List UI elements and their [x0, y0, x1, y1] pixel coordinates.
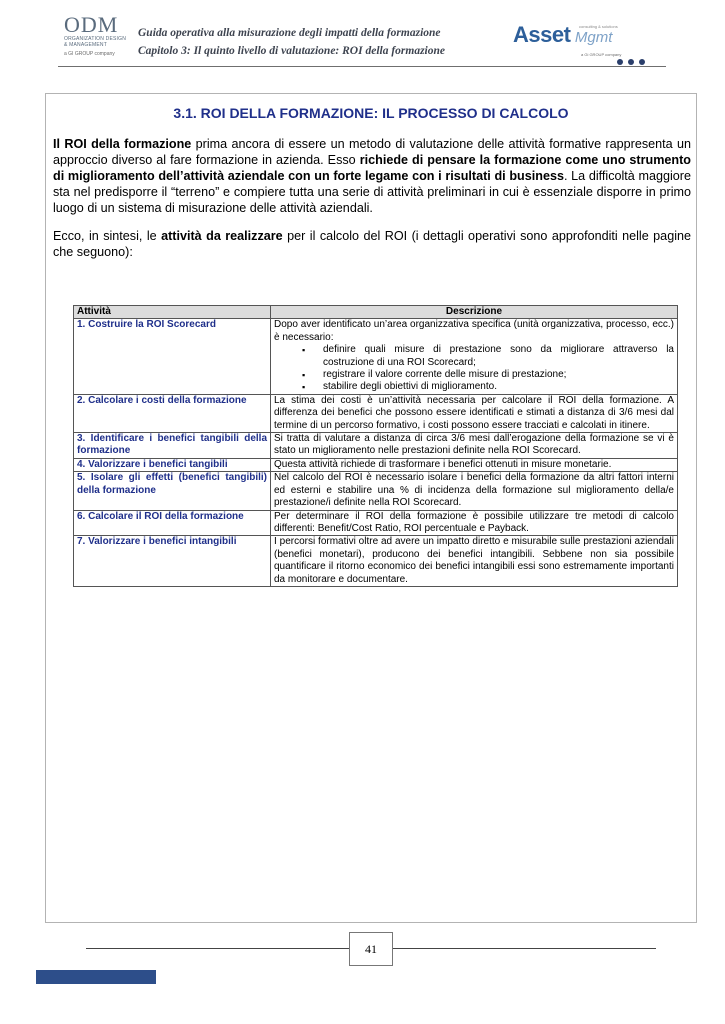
odm-logo-line1: ORGANIZATION DESIGN — [64, 36, 127, 42]
activity-cell: 2. Calcolare i costi della formazione — [74, 394, 271, 432]
activity-cell: 1. Costruire la ROI Scorecard — [74, 319, 271, 394]
activity-cell: 7. Valorizzare i benefici intangibili — [74, 536, 271, 587]
description-cell: I percorsi formativi oltre ad avere un impatto diretto e misurabile sulle prestazioni aziendali (benefici monetari), producono dei benefici intangibili. Sebbene non sia possibile quantificare il ritorno economico dei benefici intangibili essi sono estremamente importanti da monitorare e documentare. — [271, 536, 678, 587]
bullet-item: ▪ stabilire degli obiettivi di miglioramento. — [274, 381, 674, 393]
summary-paragraph — [53, 228, 691, 260]
table-row — [74, 472, 678, 510]
description-cell: Per determinare il ROI della formazione è possibile utilizzare tre metodi di calcolo differenti: Benefit/Cost Ratio, ROI percentuale e Payback. — [271, 510, 678, 536]
activity-cell: 6. Calcolare il ROI della formazione — [74, 510, 271, 536]
bullet-item: ▪ registrare il valore corrente delle misure di prestazione; — [274, 369, 674, 381]
footer-bar — [36, 970, 156, 984]
intro-text-2: . La difficoltà maggiore sta nel predisporre il “terreno” e compiere tutta una serie di attività preliminari in cui è essenziale disporre in primo luogo di un sistema di misurazione delle attività aziendali. — [53, 169, 692, 215]
section-title: 3.1. ROI DELLA FORMAZIONE: IL PROCESSO DI CALCOLO — [173, 105, 569, 121]
content-frame — [45, 93, 697, 923]
table-row — [74, 319, 678, 394]
intro-bold-2: richiede di pensare la formazione come uno strumento di miglioramento dell’attività aziendale con un forte legame con i risultati di business — [53, 153, 691, 183]
activity-cell: 4. Valorizzare i benefici tangibili — [74, 458, 271, 471]
asset-mgmt-logo — [513, 22, 623, 70]
intro-paragraph — [53, 136, 691, 216]
odm-logo-text: ODM — [64, 12, 119, 37]
header-dot — [628, 59, 634, 65]
activity-cell: 3. Identificare i benefici tangibili della formazione — [74, 433, 271, 459]
table-row — [74, 536, 678, 587]
description-cell — [271, 319, 678, 394]
intro-bold-1: Il ROI della formazione — [53, 137, 192, 151]
header-dot — [639, 59, 645, 65]
table-row — [74, 433, 678, 459]
table-row — [74, 510, 678, 536]
asset-logo-group: a Gi GROUP company — [581, 52, 622, 57]
summary-text-2: per il calcolo del ROI (i dettagli operativi sono approfonditi nelle pagine che seguono): — [53, 229, 691, 259]
odm-logo-line2: & MANAGEMENT — [64, 42, 107, 48]
table-header-row — [74, 306, 678, 319]
table-row — [74, 394, 678, 432]
odm-logo — [64, 14, 130, 64]
header-titles — [138, 24, 488, 60]
bullet-list — [274, 344, 674, 394]
intro-text-1: prima ancora di essere un metodo di valutazione delle attività formative rappresenta un approccio diverso al fare formazione in azienda. Esso — [53, 137, 691, 167]
col-header-description: Descrizione — [271, 306, 678, 319]
asset-logo-main: Asset — [513, 22, 571, 47]
asset-logo-sub: Mgmt — [574, 29, 613, 46]
bullet-item: ▪ definire quali misure di prestazione sono da migliorare attraverso la costruzione di una ROI Scorecard; — [274, 344, 674, 369]
description-cell: Nel calcolo del ROI è necessario isolare i benefici della formazione da altri fattori interni ed esterni e stabilire una % di incidenza della formazione sul miglioramento della/e prestazione/i definite nella ROI Scorecard. — [271, 472, 678, 510]
summary-text-1: Ecco, in sintesi, le — [53, 229, 162, 243]
description-cell: Si tratta di valutare a distanza di circa 3/6 mesi dall’erogazione della formazione se vi è stato un miglioramento nelle prestazioni definite nella ROI Scorecard. — [271, 433, 678, 459]
description-cell: Questa attività richiede di trasformare i benefici ottenuti in misure monetarie. — [271, 458, 678, 471]
header-title-line2: Capitolo 3: Il quinto livello di valutazione: ROI della formazione — [138, 45, 446, 57]
header-dots — [617, 59, 645, 65]
activities-table — [73, 305, 678, 587]
col-header-activity: Attività — [74, 306, 271, 319]
page-number: 41 — [349, 932, 393, 966]
summary-bold: attività da realizzare — [161, 229, 283, 243]
table-row — [74, 458, 678, 471]
odm-logo-group: a GI GROUP company — [64, 51, 115, 57]
header-title-line1: Guida operativa alla misurazione degli impatti della formazione — [138, 27, 441, 39]
header-rule — [58, 66, 666, 67]
activity-cell: 5. Isolare gli effetti (benefici tangibili) della formazione — [74, 472, 271, 510]
header-dot — [617, 59, 623, 65]
asset-logo-tagline: consulting & solutions — [579, 24, 618, 29]
description-text: Dopo aver identificato un’area organizzativa specifica (unità organizzativa, processo, ecc.) è necessario: — [274, 319, 674, 343]
description-cell: La stima dei costi è un’attività necessaria per calcolare il ROI della formazione. A differenza dei benefici che possono essere identificati e stimati a distanza di 3/6 mesi dal termine di un percorso formativo, i costi possono essere tracciati e calcolati in itinere. — [271, 394, 678, 432]
